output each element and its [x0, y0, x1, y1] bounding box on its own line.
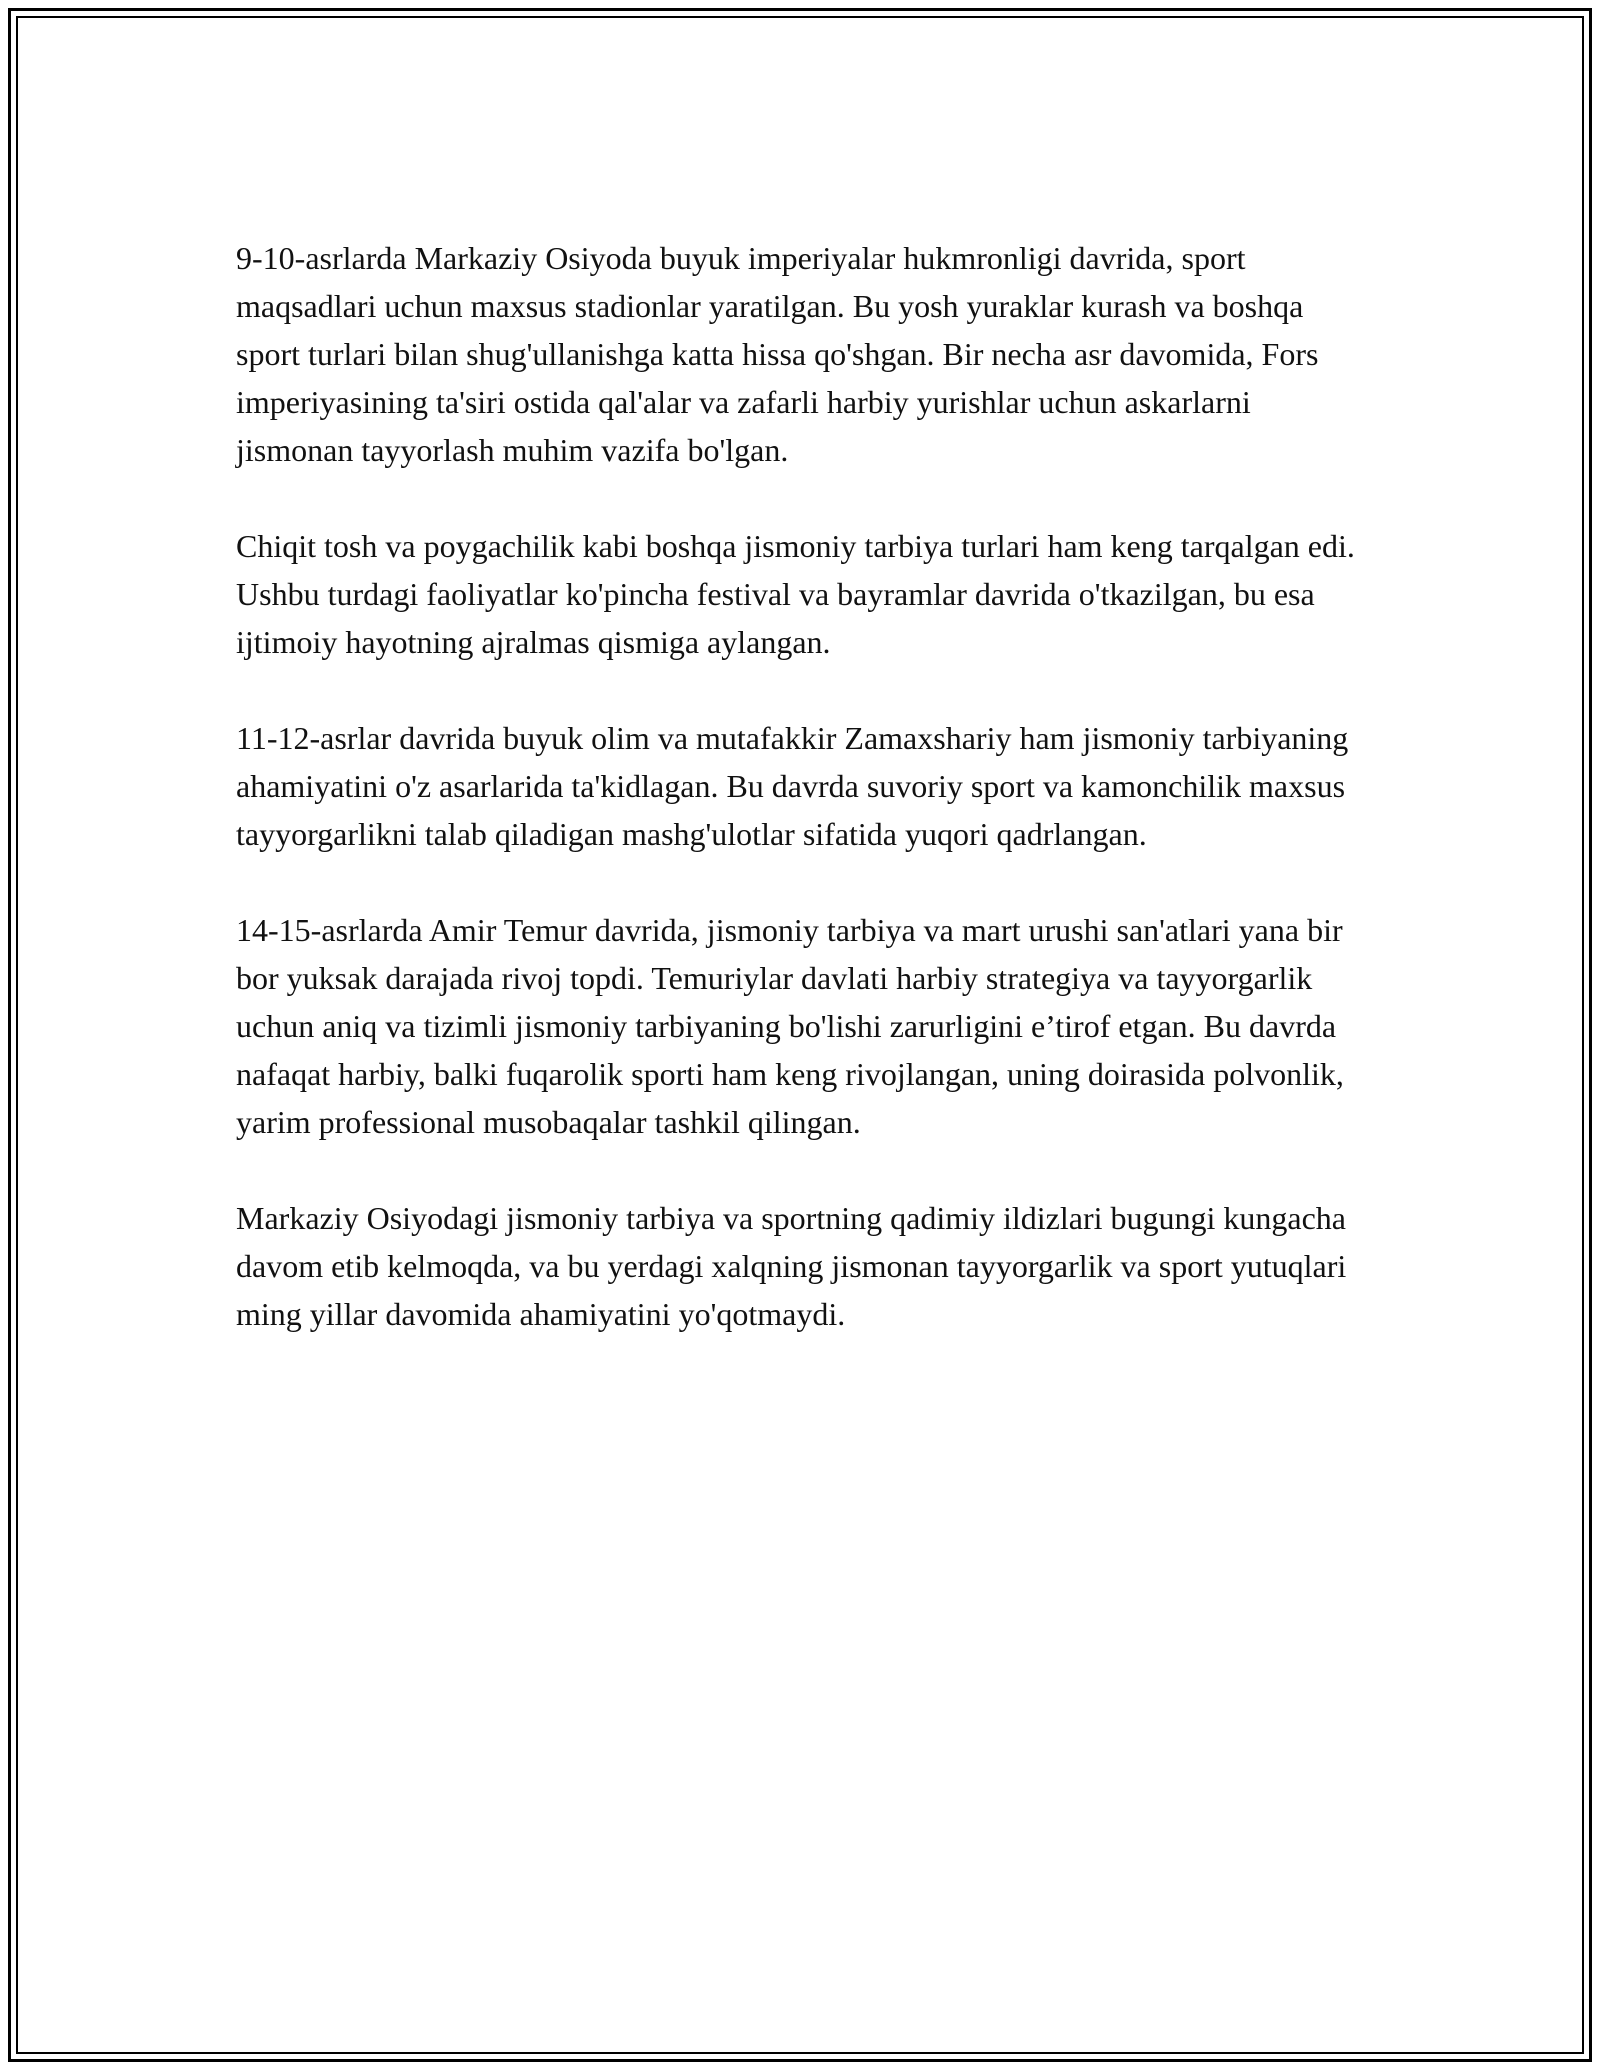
paragraph-3: 11-12-asrlar davrida buyuk olim va mutafakkir Zamaxshariy ham jismoniy tarbiyaning ahamiyatini o'z asarlarida ta'kidlagan. Bu davrda suvoriy sport va kamonchilik maxsus tayyorgarlikni talab qiladigan mashg'ulotlar sifatida yuqori qadrlangan. — [236, 720, 1349, 852]
paragraph-4: 14-15-asrlarda Amir Temur davrida, jismoniy tarbiya va mart urushi san'atlari yana bir bor yuksak darajada rivoj topdi. Temuriylar davlati harbiy strategiya va tayyorgarlik uchun aniq va tizimli jismoniy tarbiyaning bo'lishi zarurligini e’tirof etgan. Bu davrda nafaqat harbiy, balki fuqarolik sporti ham keng rivojlangan, uning doirasida polvonlik, yarim professional musobaqalar tashkil qilingan. — [236, 912, 1344, 1140]
paragraph-5: Markaziy Osiyodagi jismoniy tarbiya va sportning qadimiy ildizlari bugungi kungacha davom etib kelmoqda, va bu yerdagi xalqning jismonan tayyorgarlik va sport yutuqlari ming yillar davomida ahamiyatini yo'qotmaydi. — [236, 1200, 1347, 1332]
document-body — [236, 234, 1366, 1338]
paragraph-1: 9-10-asrlarda Markaziy Osiyoda buyuk imperiyalar hukmronligi davrida, sport maqsadlari uchun maxsus stadionlar yaratilgan. Bu yosh yuraklar kurash va boshqa sport turlari bilan shug'ullanishga katta hissa qo'shgan. Bir necha asr davomida, Fors imperiyasining ta'siri ostida qal'alar va zafarli harbiy yurishlar uchun askarlarni jismonan tayyorlash muhim vazifa bo'lgan. — [236, 240, 1319, 468]
paragraph-2: Chiqit tosh va poygachilik kabi boshqa jismoniy tarbiya turlari ham keng tarqalgan edi. Ushbu turdagi faoliyatlar ko'pincha festival va bayramlar davrida o'tkazilgan, bu esa ijtimoiy hayotning ajralmas qismiga aylangan. — [236, 528, 1355, 660]
